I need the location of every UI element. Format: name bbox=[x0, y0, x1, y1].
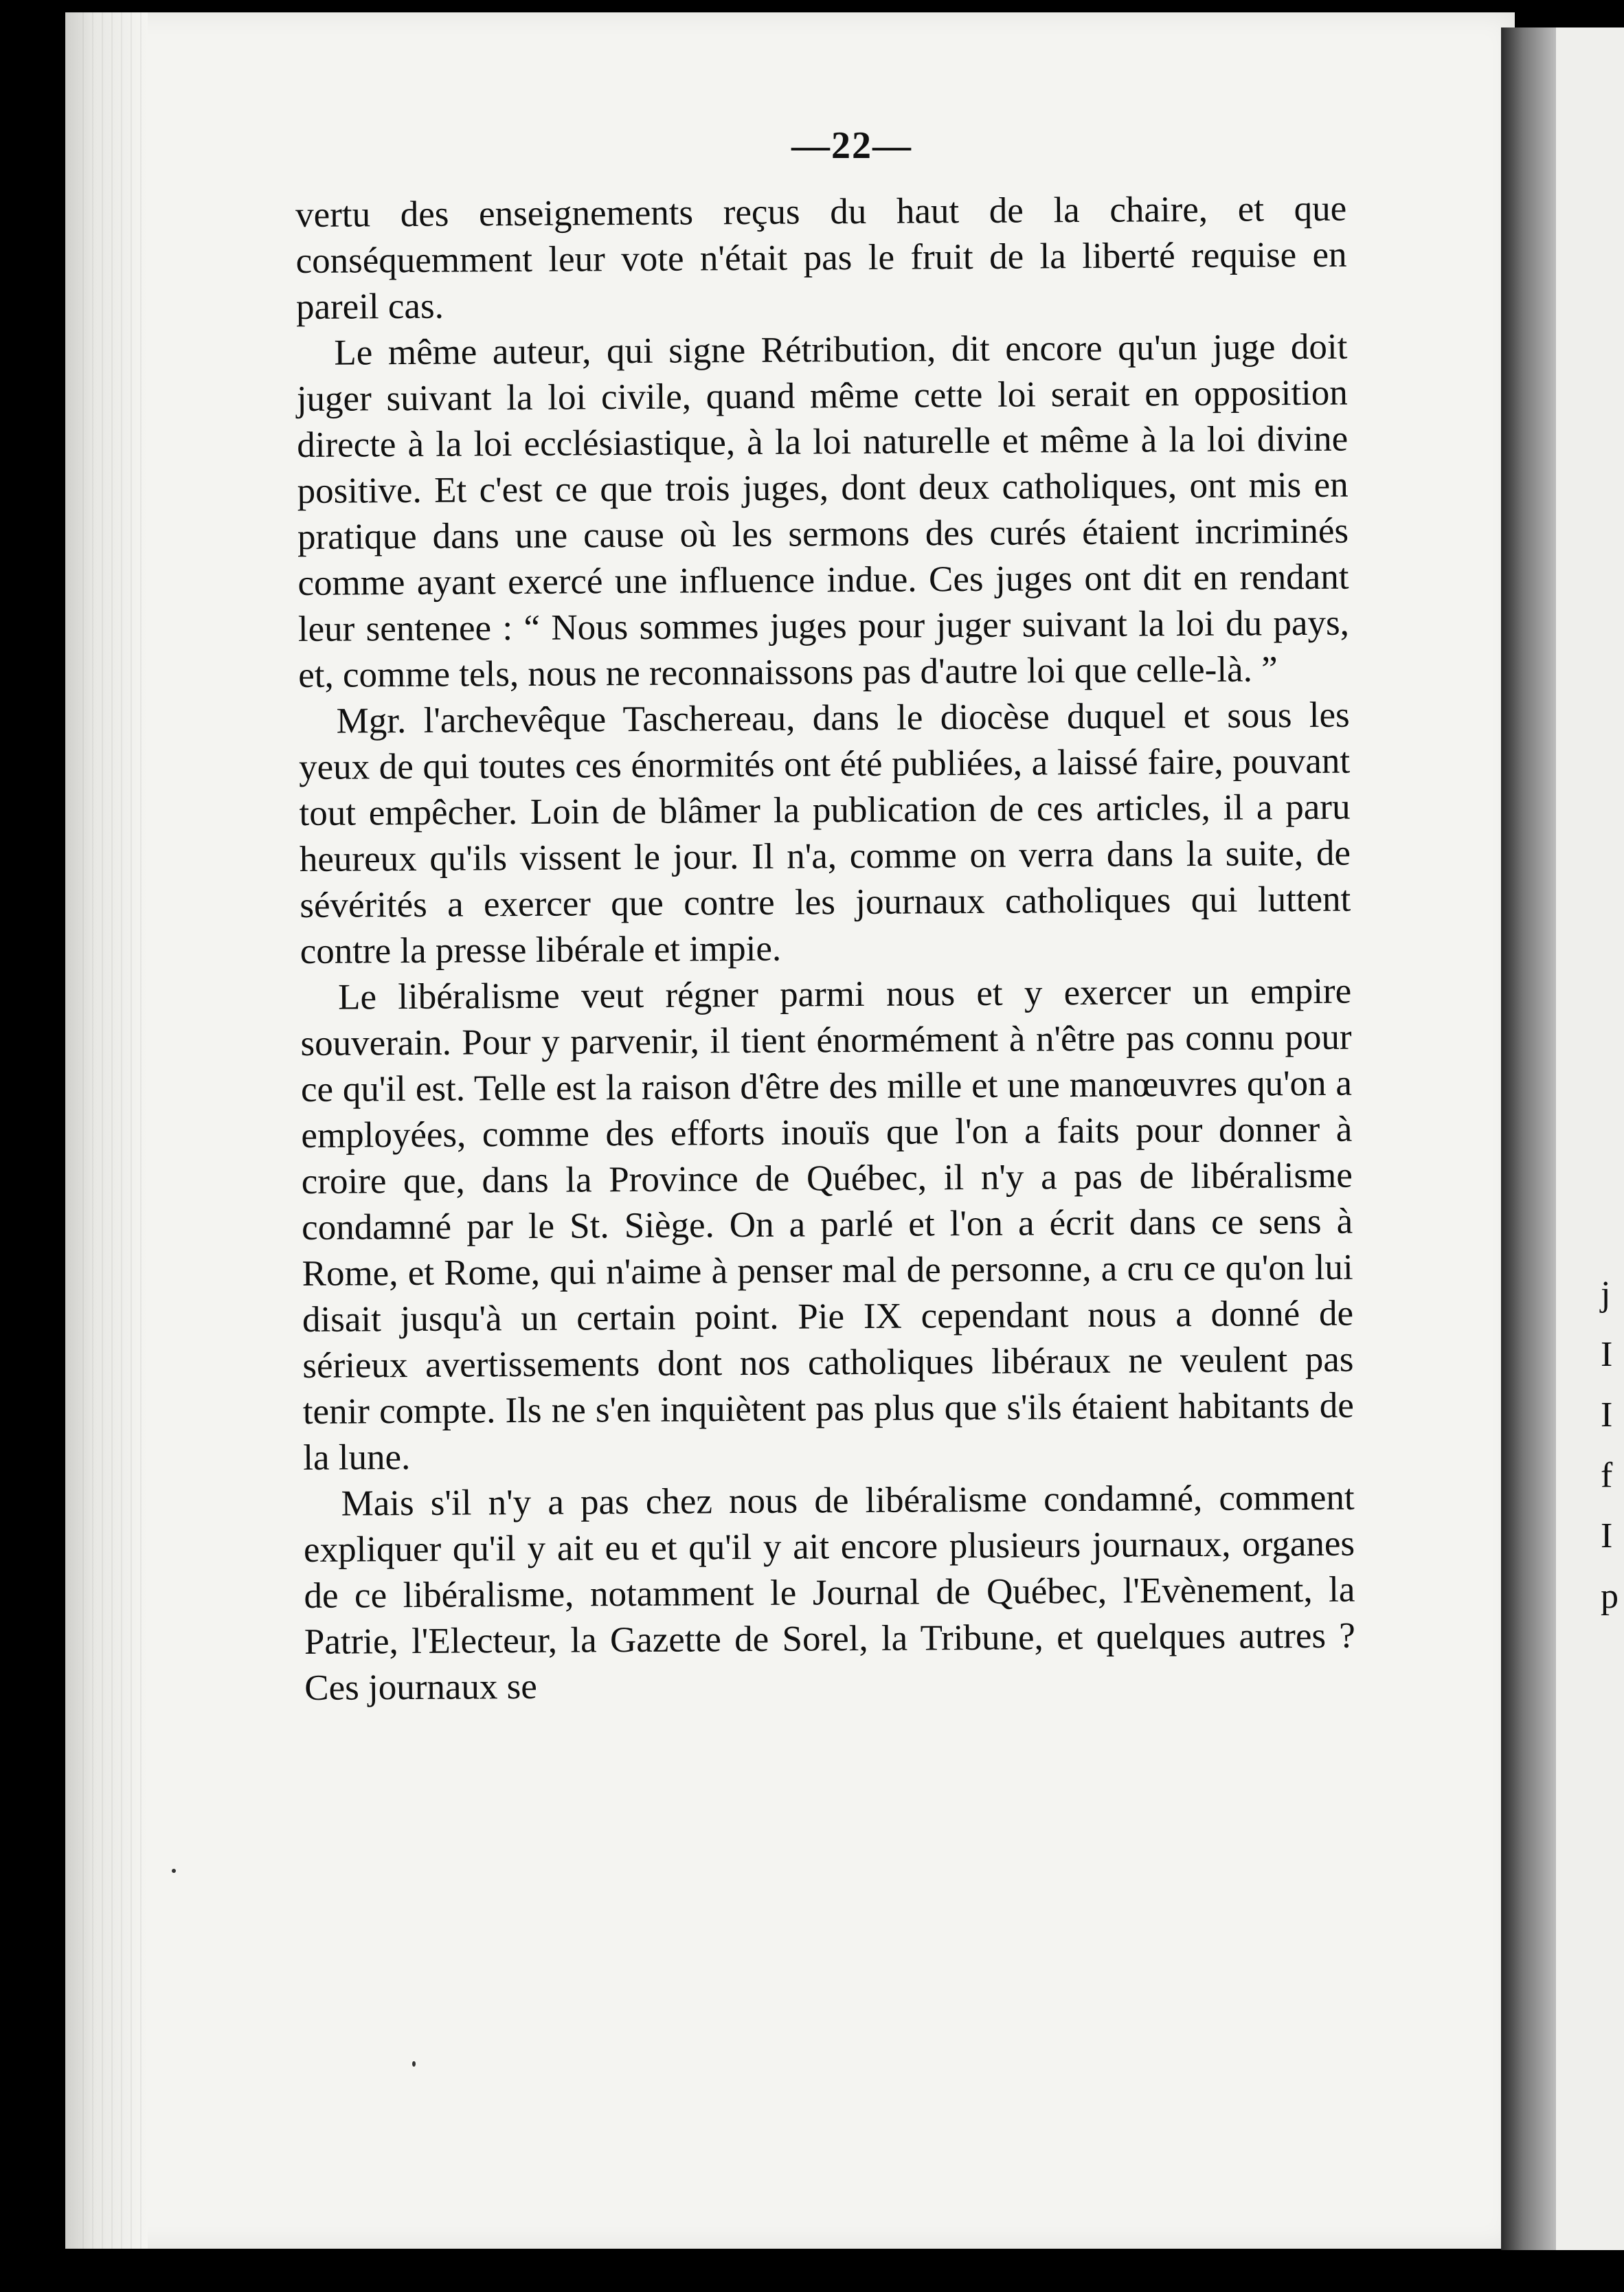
paragraph-5: Mais s'il n'y a pas chez nous de libéralisme condamné, comment expliquer qu'il y ait eu et qu'il y ait encore plusieurs journaux, organes de ce libéralisme, notamment le Journal de Québec, l'Evènement, la Patrie, l'Electeur, la Gazette de Sorel, la Tribune, et quelques autres ? Ces journaux se bbox=[303, 1477, 1356, 1708]
adjacent-page bbox=[1556, 27, 1624, 2250]
page-body-text bbox=[295, 186, 1355, 1711]
paragraph-4: Le libéralisme veut régner parmi nous et y exercer un empire souverain. Pour y parvenir, il tient énormément à n'être pas connu pour ce qu'il est. Telle est la raison d'être des mille et une manœuvres qu'on a employées, comme des efforts inouïs que l'on a faits pour donner à croire que, dans la Province de Québec, il n'y a pas de libéralisme condamné par le St. Siège. On a parlé et l'on a écrit dans ce sens à Rome, et Rome, qui n'aime à penser mal de personne, a cru ce qu'on lui disait jusqu'à un certain point. Pie IX cependant nous a donné de sérieux avertissements dont nos catholiques libéraux ne veulent pas tenir compte. Ils ne s'en inquiètent pas plus que s'ils étaient habitants de la lune. bbox=[300, 971, 1354, 1478]
adjacent-page-letters: j I I f I p bbox=[1601, 1274, 1619, 1616]
book-gutter-shadow bbox=[1501, 27, 1556, 2250]
paper-speck bbox=[412, 2061, 416, 2067]
page-number: —22— bbox=[791, 124, 912, 167]
paper-speck bbox=[172, 1869, 176, 1873]
paragraph-1: vertu des enseignements reçus du haut de la chaire, et que conséquemment leur vote n'était pas le fruit de la liberté requise en pareil cas. bbox=[295, 188, 1347, 327]
paragraph-2: Le même auteur, qui signe Rétribution, dit encore qu'un juge doit juger suivant la loi civile, quand même cette loi serait en opposition directe à la loi ecclésiastique, à la loi naturelle et même à la loi divine positive. Et c'est ce que trois juges, dont deux catholiques, ont mis en pratique dans une cause où les sermons des curés étaient incriminés comme ayant exercé une influence indue. Ces juges ont dit en rendant leur sentenee : “ Nous sommes juges pour juger suivant la loi du pays, et, comme tels, nous ne reconnaissons pas d'autre loi que celle-là. ” bbox=[296, 326, 1350, 695]
paragraph-3: Mgr. l'archevêque Taschereau, dans le diocèse duquel et sous les yeux de qui toutes ces énormités ont été publiées, a laissé faire, pouvant tout empêcher. Loin de blâmer la publication de ces articles, il a paru heureux qu'ils vissent le jour. Il n'a, comme on verra dans la suite, de sévérités a exercer que contre les journaux catholiques qui luttent contre la presse libérale et impie. bbox=[298, 695, 1351, 971]
page-edge-lines bbox=[82, 12, 144, 2249]
